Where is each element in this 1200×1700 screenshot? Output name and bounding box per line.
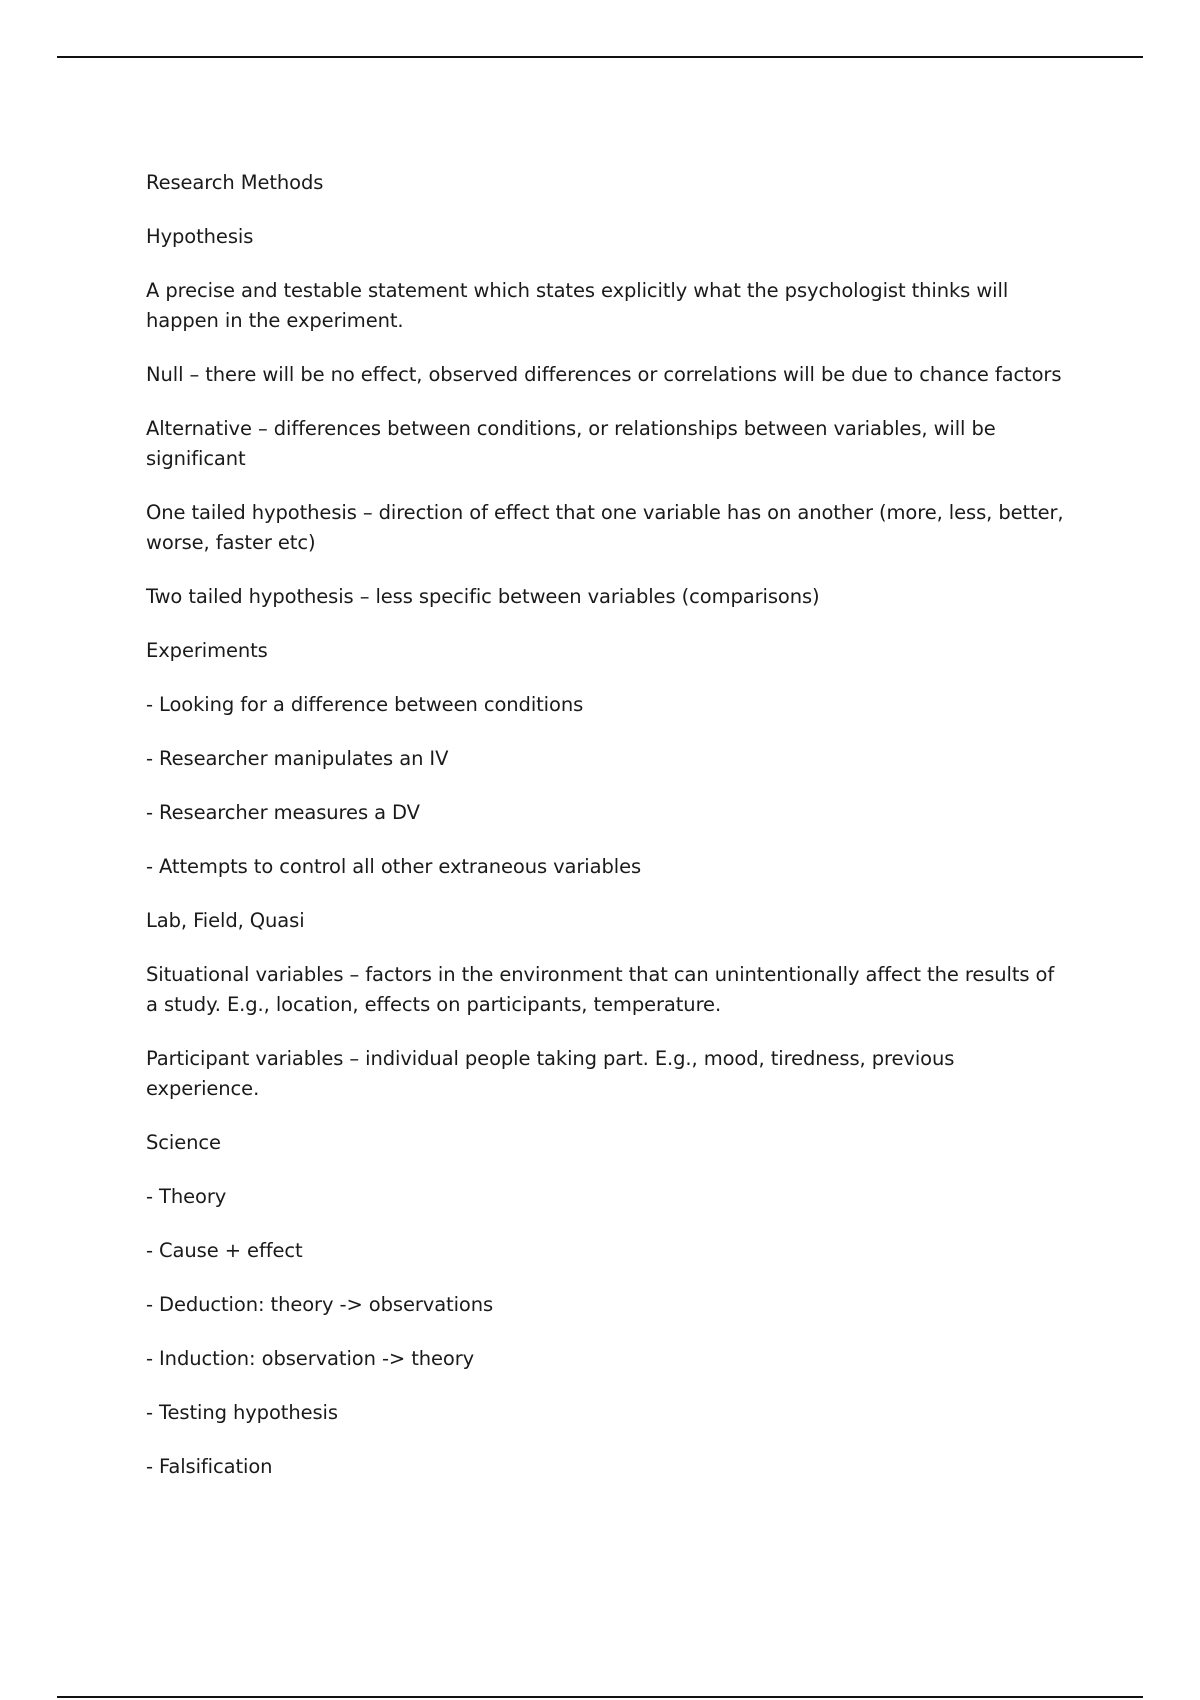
list-item: - Researcher measures a DV xyxy=(146,801,420,824)
alternative-hypothesis: Alternative – differences between conditions, or relationships between variables, will be significant xyxy=(146,417,996,470)
list-item: - Theory xyxy=(146,1185,227,1208)
document-title: Research Methods xyxy=(146,171,324,194)
situational-variables: Situational variables – factors in the environment that can unintentionally affect the results of a study. E.g., location, effects on participants, temperature. xyxy=(146,963,1055,1016)
list-item: - Looking for a difference between conditions xyxy=(146,693,584,716)
list-item: - Testing hypothesis xyxy=(146,1401,338,1424)
participant-variables: Participant variables – individual people taking part. E.g., mood, tiredness, previous experience. xyxy=(146,1047,955,1100)
one-tailed-hypothesis: One tailed hypothesis – direction of effect that one variable has on another (more, less, better, worse, faster etc) xyxy=(146,501,1064,554)
list-item: - Deduction: theory -> observations xyxy=(146,1293,494,1316)
null-hypothesis: Null – there will be no effect, observed differences or correlations will be due to chance factors xyxy=(146,363,1062,386)
list-item: - Cause + effect xyxy=(146,1239,303,1262)
two-tailed-hypothesis: Two tailed hypothesis – less specific between variables (comparisons) xyxy=(146,585,820,608)
heading-experiments: Experiments xyxy=(146,639,268,662)
list-item: - Induction: observation -> theory xyxy=(146,1347,475,1370)
heading-hypothesis: Hypothesis xyxy=(146,225,254,248)
hypothesis-definition: A precise and testable statement which states explicitly what the psychologist thinks will happen in the experiment. xyxy=(146,279,1009,332)
footer-rule xyxy=(57,1696,1143,1698)
list-item: - Researcher manipulates an IV xyxy=(146,747,449,770)
header-rule xyxy=(57,56,1143,58)
list-item: - Attempts to control all other extraneous variables xyxy=(146,855,642,878)
experiment-types: Lab, Field, Quasi xyxy=(146,909,305,932)
list-item: - Falsification xyxy=(146,1455,273,1478)
heading-science: Science xyxy=(146,1131,221,1154)
document-body xyxy=(146,168,1066,1506)
